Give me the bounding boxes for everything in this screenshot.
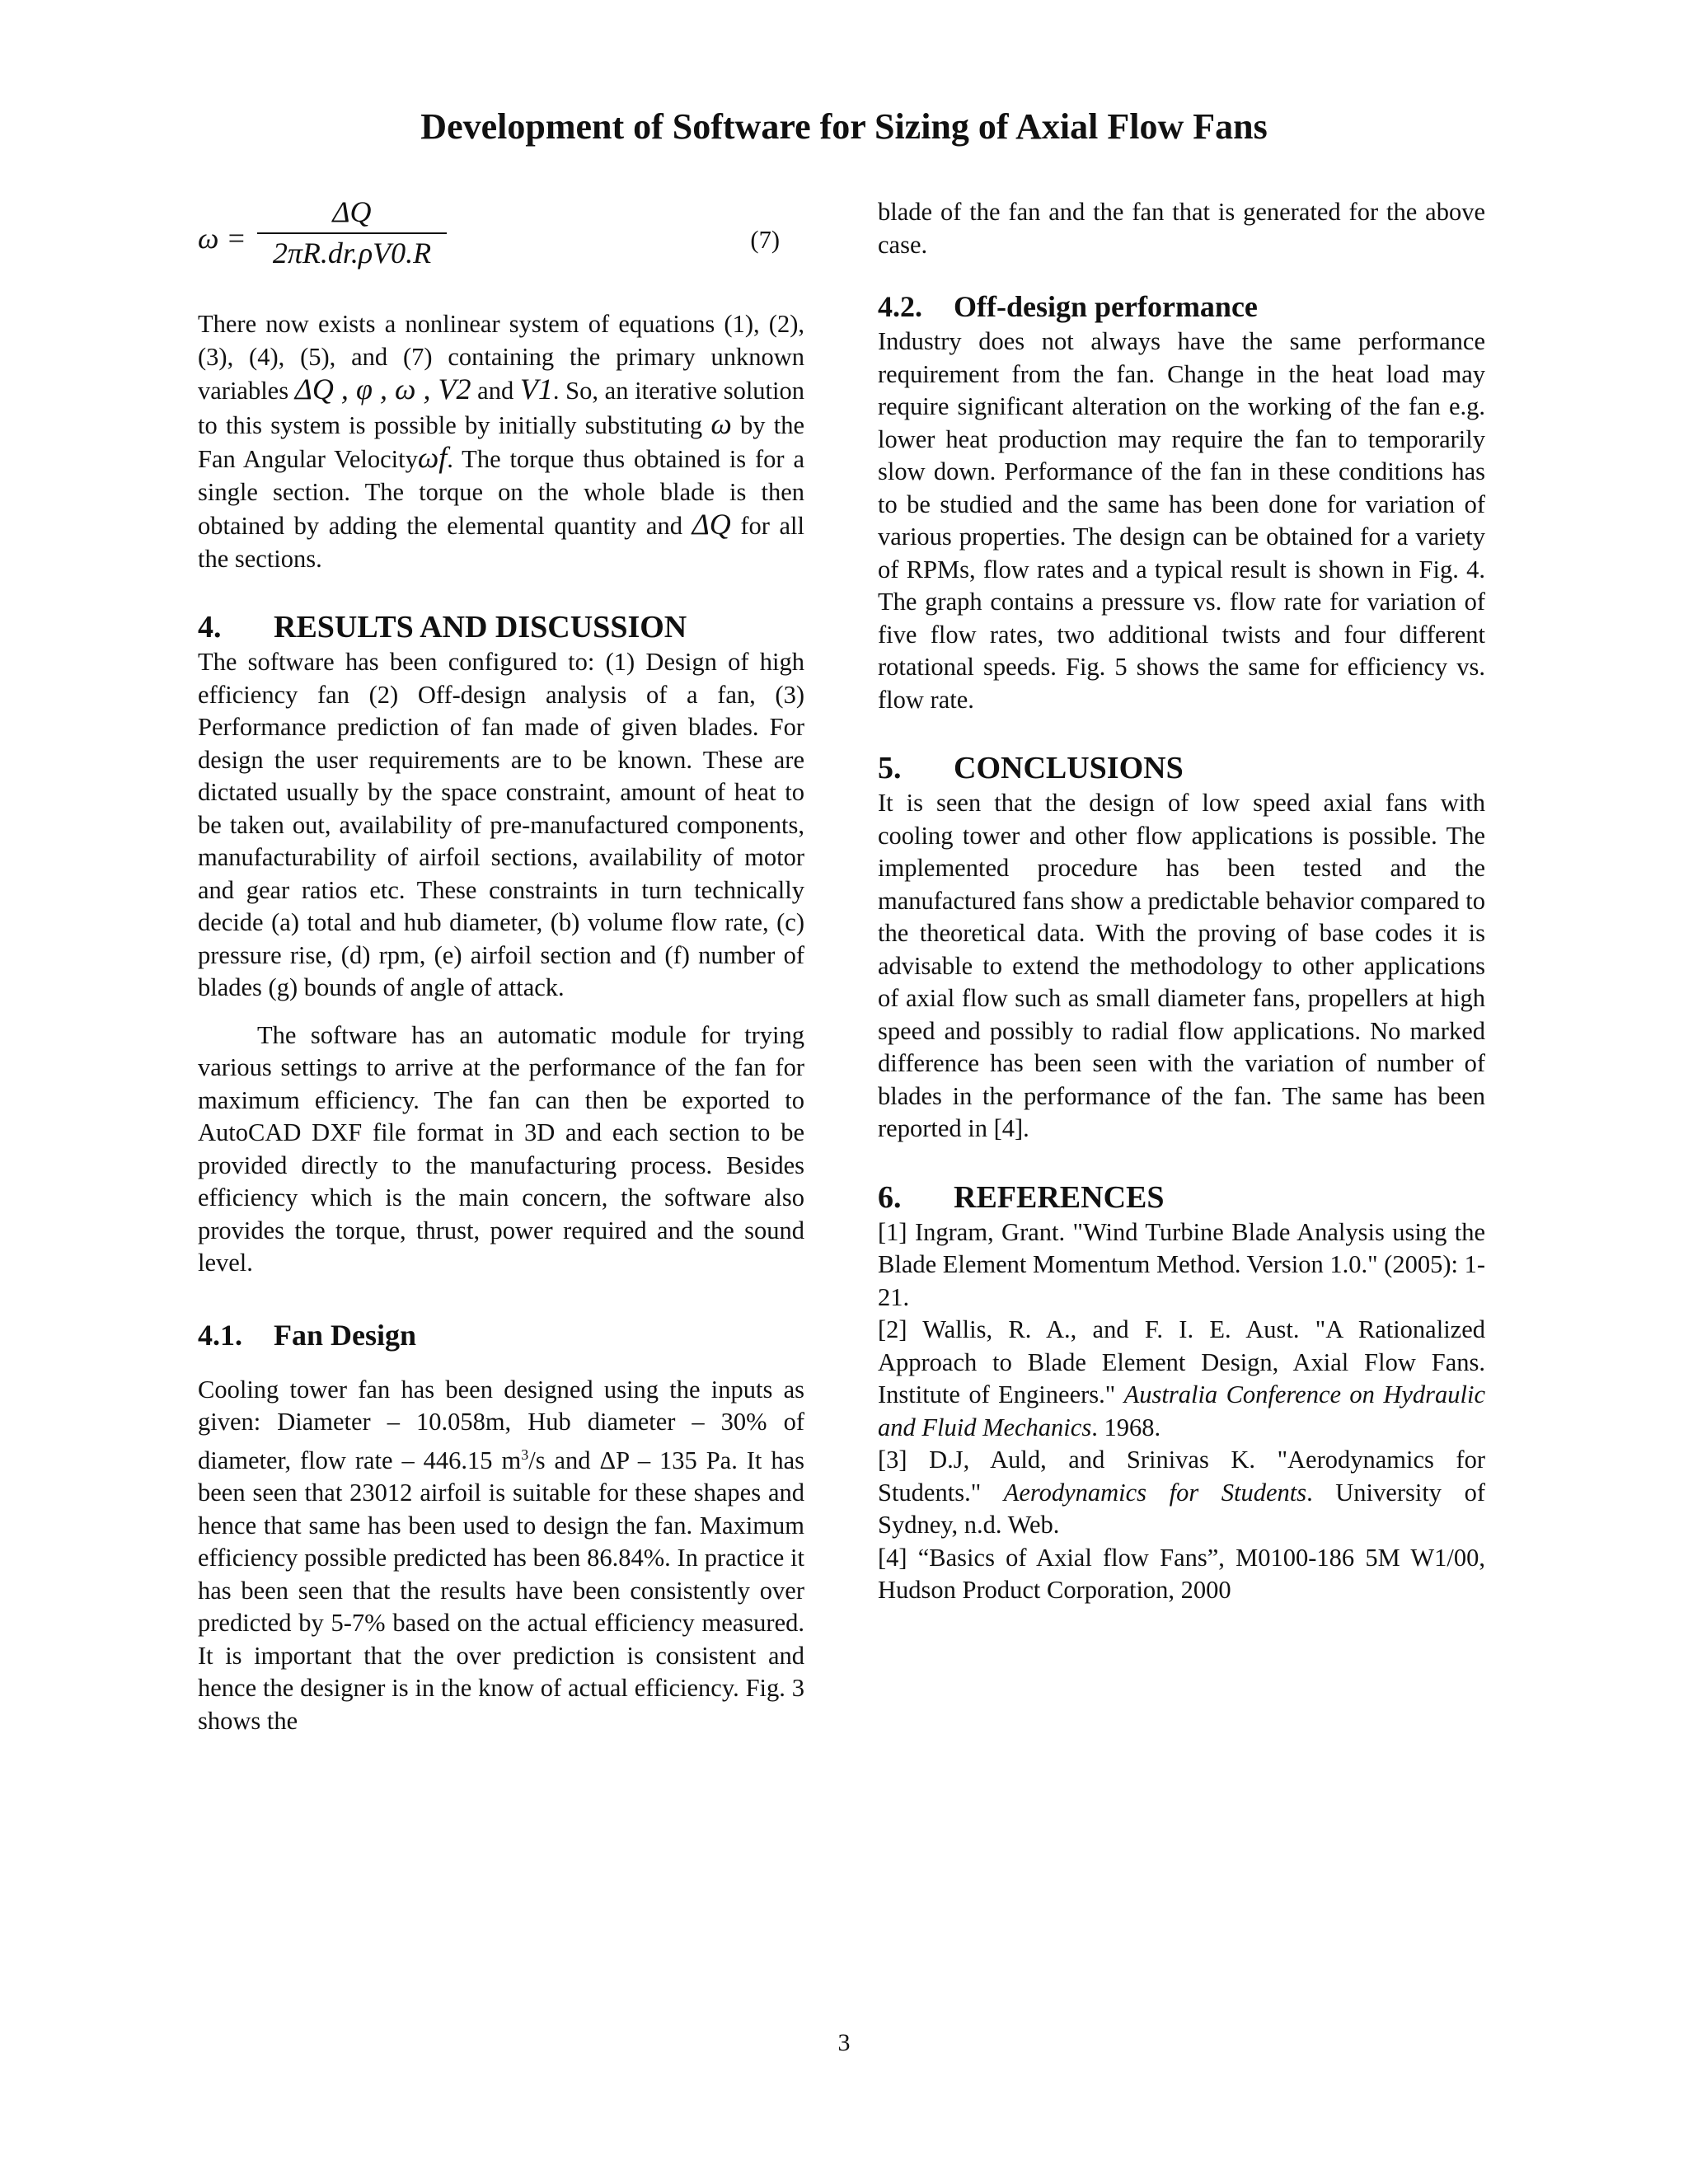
math-omega-f: ωf <box>417 441 448 474</box>
reference-item: [4] “Basics of Axial flow Fans”, M0100-186 5M W1/00, Hudson Product Corporation, 2000 <box>878 1543 1485 1604</box>
math-omega: ω <box>710 406 732 440</box>
paragraph-fan-blade: blade of the fan and the fan that is generated for the above case. <box>878 198 1485 259</box>
reference-list <box>878 1216 1485 1607</box>
equation-fraction <box>257 196 447 269</box>
paragraph-system-of-equations: There now exists a nonlinear system of equations (1), (2), (3), (4), (5), and (7) containing the primary unknown variables ΔQ , φ , ω , V2 and V1. So, an iterative solution to this system is possible by initially substituting ω by the Fan Angular Velocityωf. The torque thus obtained is for a single section. The torque on the whole blade is then obtained by adding the elemental quantity and ΔQ for all the sections. <box>198 310 805 573</box>
paragraph-off-design: Industry does not always have the same performance requirement from the fan. Change in the heat load may require significant alteration on the working of the fan e.g. lower heat production may require the fan to temporarily slow down. Performance of the fan in these conditions has to be studied and the same has been done for variation of various properties. The design can be obtained for a variety of RPMs, flow rates and a typical result is shown in Fig. 4. The graph contains a pressure vs. flow rate for variation of five flow rates, two additional twists and four different rotational speeds. Fig. 5 shows the same for efficiency vs. flow rate. <box>878 327 1485 714</box>
equation-7 <box>198 196 804 279</box>
paragraph-automatic-module: The software has an automatic module for trying various settings to arrive at the performance of the fan for maximum efficiency. The fan can then be exported to AutoCAD DXF file format in 3D and each section to be provided directly to the manufacturing process. Besides efficiency which is the main concern, the software also provides the torque, thrust, power required and the sound level. <box>198 1020 804 1277</box>
page-number: 3 <box>837 2029 851 2056</box>
reference-item: [2] Wallis, R. A., and F. I. E. Aust. "A Rationalized Approach to Blade Element Design, Axial Flow Fans. Institute of Engineers." Australia Conference on Hydraulic and Fluid Mechanics. 1968. <box>878 1315 1485 1441</box>
paragraph-fan-design: Cooling tower fan has been designed using the inputs as given: Diameter – 10.058m, Hub diameter – 30% of diameter, flow rate – 446.15 $m^3/s$ and ΔP – 135 Pa. It has been seen that 23012 airfoil is suitable for these shapes and hence that same has been used to design the fan. Maximum efficiency possible predicted has been 86.84%. In practice it has been seen that the results have been consistently over predicted by 5-7% based on the actual efficiency measured. It is important that the over prediction is consistent and hence the designer is in the know of actual efficiency. Fig. 3 shows the <box>198 1375 804 1735</box>
equation-numerator: ΔQ <box>257 196 447 234</box>
page-title: Development of Software for Sizing of Axial Flow Fans <box>420 106 1268 147</box>
equation-denominator: 2πR.dr.ρV0.R <box>272 236 432 269</box>
reference-item: [3] D.J, Auld, and Srinivas K. "Aerodynamics for Students." Aerodynamics for Students. University of Sydney, n.d. Web. <box>878 1446 1485 1539</box>
paragraph-conclusions: It is seen that the design of low speed axial fans with cooling tower and other flow applications is possible. The implemented procedure has been tested and the manufactured fans show a predictable behavior compared to the theoretical data. With the proving of base codes it is advisable to extend the methodology to other applications of axial flow such as small diameter fans, propellers at high speed and possibly to radial flow applications. No marked difference has been seen with the variation of number of blades in the performance of the fan. The same has been reported in [4]. <box>878 789 1485 1142</box>
right-column <box>878 196 1485 1607</box>
reference-item: [1] Ingram, Grant. "Wind Turbine Blade Analysis using the Blade Element Momentum Method. Version 1.0." (2005): 1-21. <box>878 1217 1486 1311</box>
equation-lhs: ω = <box>198 222 246 255</box>
left-column <box>198 196 804 1737</box>
section-heading-off-design: 4.2. Off-design performance <box>878 290 1258 323</box>
equation-number: (7) <box>750 226 780 254</box>
section-heading-conclusions: 5. CONCLUSIONS <box>878 751 1184 785</box>
section-heading-fan-design: 4.1. Fan Design <box>198 1318 417 1352</box>
math-variables: ΔQ , φ , ω , V2 <box>294 373 471 405</box>
section-heading-results: 4. RESULTS AND DISCUSSION <box>198 610 687 644</box>
section-heading-references: 6. REFERENCES <box>878 1179 1165 1215</box>
math-delta-q: ΔQ <box>692 508 731 541</box>
math-v1: V1 <box>519 373 553 405</box>
paragraph-results: The software has been configured to: (1) Design of high efficiency fan (2) Off-design analysis of a fan, (3) Performance prediction of fan made of given blades. For design the user requirements are to be known. These are dictated usually by the space constraint, amount of heat to be taken out, availability of pre-manufactured components, manufacturability of airfoil sections, availability of motor and gear ratios etc. These constraints in turn technically decide (a) total and hub diameter, (b) volume flow rate, (c) pressure rise, (d) rpm, (e) airfoil section and (f) number of blades (g) bounds of angle of attack. <box>198 648 804 1001</box>
